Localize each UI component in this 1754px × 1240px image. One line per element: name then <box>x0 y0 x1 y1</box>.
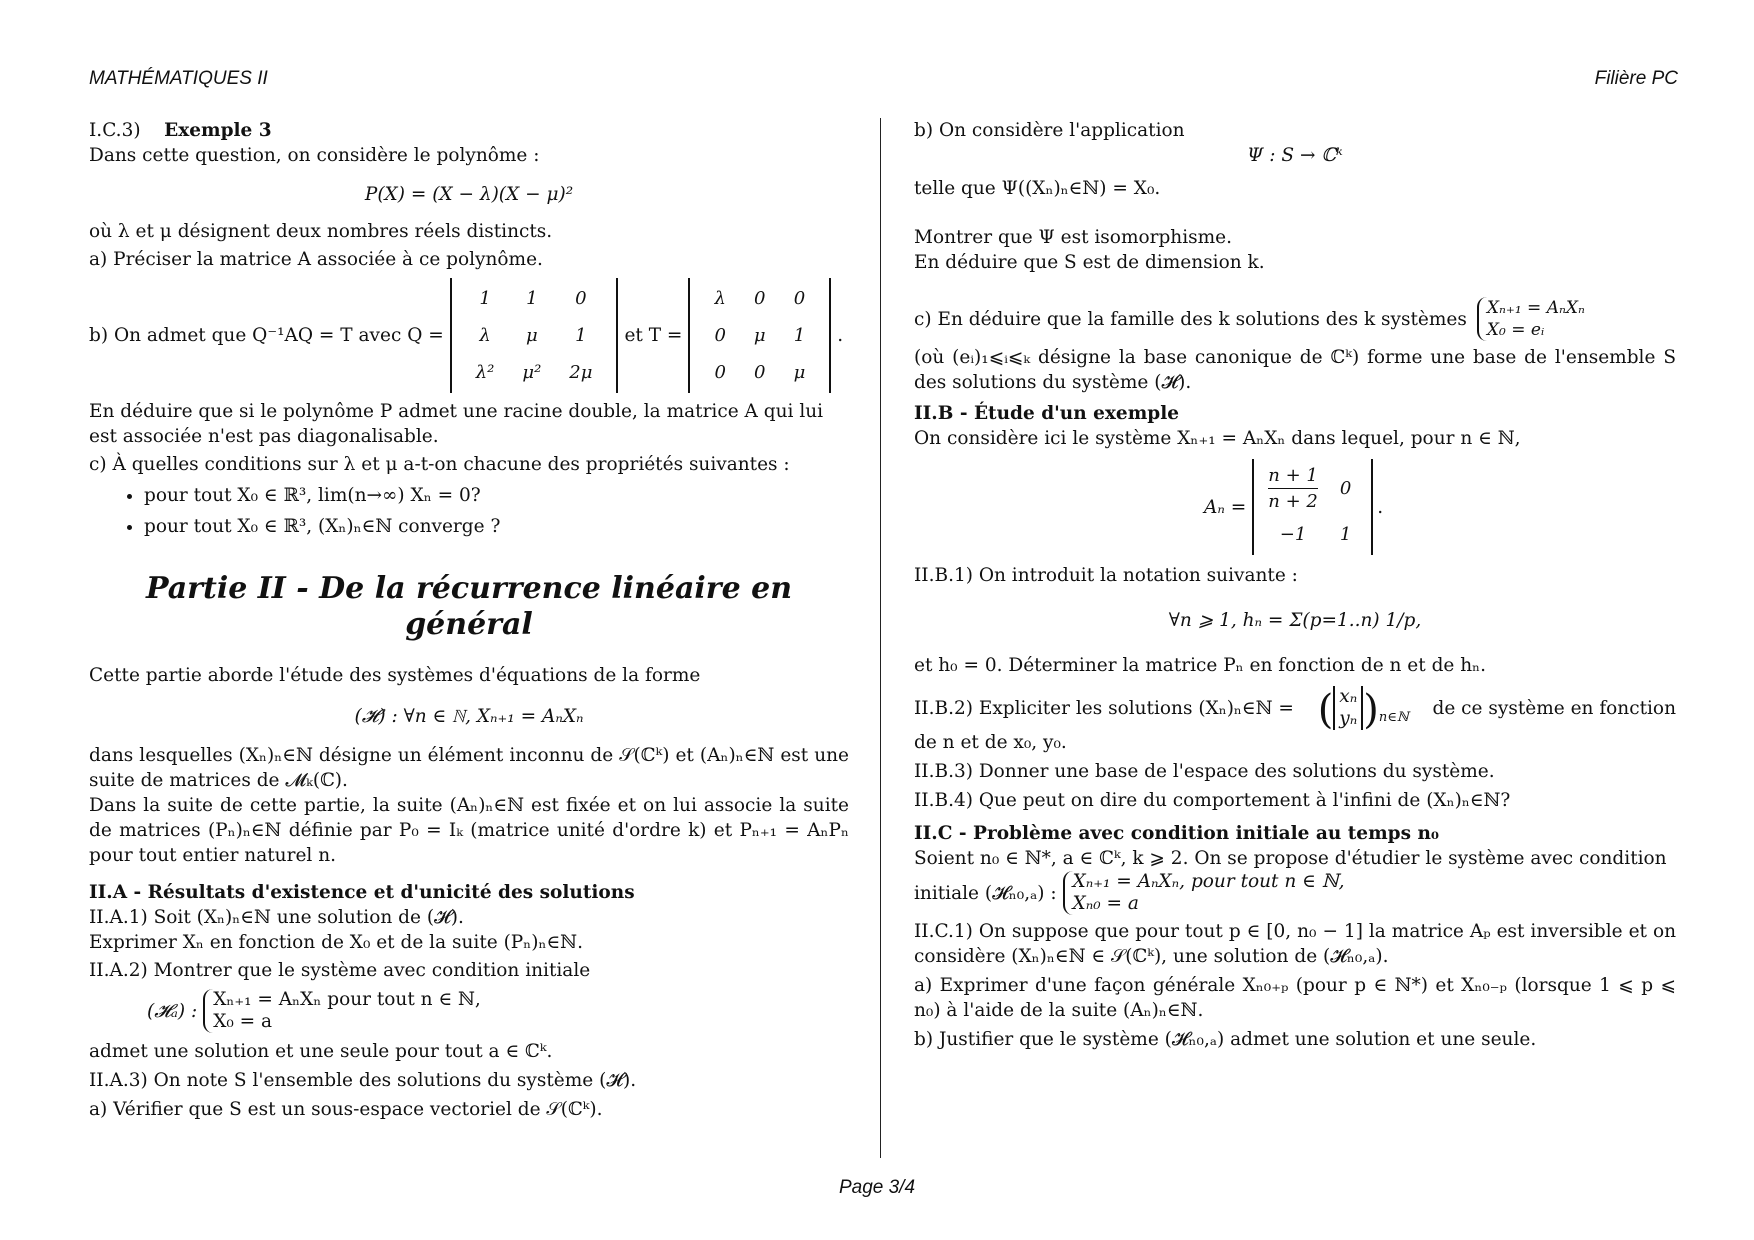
left-column <box>89 118 849 1122</box>
b4-text: II.B.4) Que peut on dire du comportement à l'infini de (Xₙ)ₙ∈ℕ? <box>914 790 1511 811</box>
b2-subscript: n∈ℕ <box>1378 710 1409 725</box>
matQ-cell: μ <box>525 325 538 346</box>
b2-prefix: II.B.2) Expliciter les solutions (Xₙ)ₙ∈ℕ = <box>914 697 1294 719</box>
b-system-text: On considère ici le système Xₙ₊₁ = AₙXₙ dans lequel, pour n ∈ ℕ, <box>914 428 1521 449</box>
matQ-cell: μ² <box>522 362 542 383</box>
ha-label: (𝓗ₐ) : <box>147 1000 198 1022</box>
c1-text: II.C.1) On suppose que pour tout p ∈ [0, n₀ − 1] la matrice Aₚ est inversible et on considère (Xₙ)ₙ∈ℕ ∈ 𝒮(ℂᵏ), une solution de (𝓗ₙ₀,ₐ). <box>914 921 1676 967</box>
bullet-item: • pour tout X₀ ∈ ℝ³, (Xₙ)ₙ∈ℕ converge ? <box>144 514 849 539</box>
c-text: c) En déduire que la famille des k solutions des k systèmes <box>914 308 1467 330</box>
matT-cell: 0 <box>754 362 766 383</box>
section-b-title: II.B - Étude d'un exemple <box>914 403 1180 424</box>
matT-cell: 1 <box>793 325 806 346</box>
matrix-an <box>1252 459 1373 555</box>
header-right: Filière PC <box>1594 68 1678 89</box>
matQ-cell: 1 <box>479 288 491 309</box>
c-init-brace <box>1063 871 1345 915</box>
where-text: où λ et μ désignent deux nombres réels distincts. <box>89 221 553 242</box>
c-intro: Soient n₀ ∈ ℕ*, a ∈ ℂᵏ, k ⩾ 2. On se propose d'étudier le système avec condition <box>914 848 1667 869</box>
matT-cell: μ <box>753 325 766 346</box>
matQ-cell: 1 <box>575 325 587 346</box>
c1a-text: a) Exprimer d'une façon générale Xₙ₀₊ₚ (pour p ∈ ℕ*) et Xₙ₀₋ₚ (lorsque 1 ⩽ p ⩽ n₀) à l'aide de la suite (Aₙ)ₙ∈ℕ. <box>914 975 1676 1021</box>
an-m11-den: n + 2 <box>1268 488 1318 514</box>
matQ-cell: 0 <box>575 288 587 309</box>
page-number: Page 3/4 <box>838 1177 916 1198</box>
ha-brace <box>203 989 481 1033</box>
a3a-text: a) Vérifier que S est un sous-espace vectoriel de 𝒮(ℂᵏ). <box>89 1099 603 1120</box>
b2-x: xₙ <box>1339 686 1358 707</box>
an-m21: −1 <box>1279 524 1307 545</box>
ic3-heading <box>89 118 849 143</box>
matQ-cell: 2μ <box>569 362 593 383</box>
c-init-label: initiale (𝓗ₙ₀,ₐ) : <box>914 882 1057 904</box>
ic3-intro: Dans cette question, on considère le polynôme : <box>89 145 540 166</box>
matrix-t <box>688 278 831 393</box>
c-init-line-1: Xₙ₊₁ = AₙXₙ, pour tout n ∈ ℕ, <box>1072 871 1345 892</box>
question-b <box>89 278 849 393</box>
system-h: (𝓗) : ∀n ∈ ℕ, Xₙ₊₁ = AₙXₙ <box>354 706 584 727</box>
matrix-q <box>450 278 619 393</box>
psi-definition: telle que Ψ((Xₙ)ₙ∈ℕ) = X₀. <box>914 178 1161 199</box>
an-m12: 0 <box>1339 478 1352 499</box>
c1b-text: b) Justifier que le système (𝓗ₙ₀,ₐ) admet une solution et une seule. <box>914 1029 1537 1050</box>
b2-suffix: de ce système en fonction <box>1432 697 1676 719</box>
a2b-text: admet une solution et une seule pour tout a ∈ ℂᵏ. <box>89 1041 553 1062</box>
isomorphism-text: Montrer que Ψ est isomorphisme. <box>914 227 1233 248</box>
part-title: Partie II - De la récurrence linéaire en général <box>145 571 793 642</box>
b2-line <box>914 686 1676 733</box>
b2-vector: ( xₙ yₙ ) n∈ℕ <box>1317 686 1409 733</box>
deduce-text: En déduire que si le polynôme P admet une racine double, la matrice A qui lui est associée n'est pas diagonalisable. <box>89 401 824 447</box>
matrix-an-block <box>1204 459 1676 555</box>
matT-cell: μ <box>793 362 806 383</box>
matQ-cell: λ <box>479 325 491 346</box>
matT-cell: 0 <box>754 288 766 309</box>
a2-text: II.A.2) Montrer que le système avec condition initiale <box>89 960 591 981</box>
dimension-text: En déduire que S est de dimension k. <box>914 252 1265 273</box>
right-column <box>914 118 1676 1052</box>
header-left: MATHÉMATIQUES II <box>89 68 268 89</box>
matQ-cell: 1 <box>526 288 538 309</box>
b2c-text: de n et de x₀, y₀. <box>914 732 1067 753</box>
an-end: . <box>1377 496 1384 518</box>
system-ha <box>147 989 849 1033</box>
matT-cell: 0 <box>714 362 726 383</box>
c-rest: (où (eᵢ)₁⩽ᵢ⩽ₖ désigne la base canonique de ℂᵏ) forme une base de l'ensemble S des solutions du système (𝓗). <box>914 347 1676 393</box>
b1b-text: et h₀ = 0. Déterminer la matrice Pₙ en fonction de n et de hₙ. <box>914 655 1487 676</box>
c-system <box>1477 297 1585 341</box>
ic3-title: Exemple 3 <box>164 120 272 141</box>
bullet-item: • pour tout X₀ ∈ ℝ³, lim(n→∞) Xₙ = 0? <box>144 483 849 508</box>
b2-y: yₙ <box>1339 708 1358 729</box>
part-paragraph-1: dans lesquelles (Xₙ)ₙ∈ℕ désigne un élément inconnu de 𝒮(ℂᵏ) et (Aₙ)ₙ∈ℕ est une suite de matrices de 𝓜ₖ(ℂ). <box>89 745 849 791</box>
an-m22: 1 <box>1339 524 1352 545</box>
an-label: Aₙ = <box>1204 496 1247 518</box>
question-a: a) Préciser la matrice A associée à ce polynôme. <box>89 249 543 270</box>
part-paragraph-2: Dans la suite de cette partie, la suite (Aₙ)ₙ∈ℕ est fixée et on lui associe la suite de matrices (Pₙ)ₙ∈ℕ définie par P₀ = Iₖ (matrice unité d'ordre k) et Pₙ₊₁ = AₙPₙ pour tout entier naturel n. <box>89 795 849 866</box>
b-intro: b) On considère l'application <box>914 120 1185 141</box>
ha-line-2: X₀ = a <box>213 1011 273 1032</box>
matQ-cell: λ² <box>475 362 495 383</box>
c-initial-system <box>914 871 1676 915</box>
column-divider <box>880 118 881 1158</box>
ic3-label: I.C.3) <box>89 120 141 141</box>
hn-definition: ∀n ⩾ 1, hₙ = Σ(p=1..n) 1/p, <box>1168 610 1422 631</box>
a1-text: II.A.1) Soit (Xₙ)ₙ∈ℕ une solution de (𝓗). <box>89 907 464 928</box>
b2-vector-matrix <box>1333 686 1363 730</box>
b3-text: II.B.3) Donner une base de l'espace des solutions du système. <box>914 761 1495 782</box>
a1b-text: Exprimer Xₙ en fonction de X₀ et de la suite (Pₙ)ₙ∈ℕ. <box>89 932 583 953</box>
c-sys-line-1: Xₙ₊₁ = AₙXₙ <box>1486 298 1585 318</box>
section-c-title: II.C - Problème avec condition initiale au temps n₀ <box>914 823 1440 844</box>
psi-map: Ψ : S → ℂᵏ <box>1247 145 1343 166</box>
question-c: c) À quelles conditions sur λ et μ a-t-on chacune des propriétés suivantes : <box>89 454 790 475</box>
section-a-title: II.A - Résultats d'existence et d'unicité des solutions <box>89 882 635 903</box>
matT-cell: 0 <box>793 288 806 309</box>
matT-cell: 0 <box>714 325 726 346</box>
part-intro: Cette partie aborde l'étude des systèmes d'équations de la forme <box>89 665 701 686</box>
matT-cell: λ <box>714 288 726 309</box>
c-question <box>914 297 1676 341</box>
bullet-list <box>89 483 849 539</box>
b1-text: II.B.1) On introduit la notation suivante : <box>914 565 1298 586</box>
polynomial: P(X) = (X − λ)(X − μ)² <box>364 184 574 205</box>
ha-line-1: Xₙ₊₁ = AₙXₙ pour tout n ∈ ℕ, <box>213 989 481 1010</box>
c-init-line-2: Xₙ₀ = a <box>1072 893 1139 914</box>
c-sys-line-2: X₀ = eᵢ <box>1486 320 1545 340</box>
qb-prefix: b) On admet que Q⁻¹AQ = T avec Q = <box>89 325 444 346</box>
an-m11-num: n + 1 <box>1268 465 1318 486</box>
qb-end: . <box>837 325 844 346</box>
a3-text: II.A.3) On note S l'ensemble des solutions du système (𝓗). <box>89 1070 637 1091</box>
qb-mid: et T = <box>624 325 683 346</box>
